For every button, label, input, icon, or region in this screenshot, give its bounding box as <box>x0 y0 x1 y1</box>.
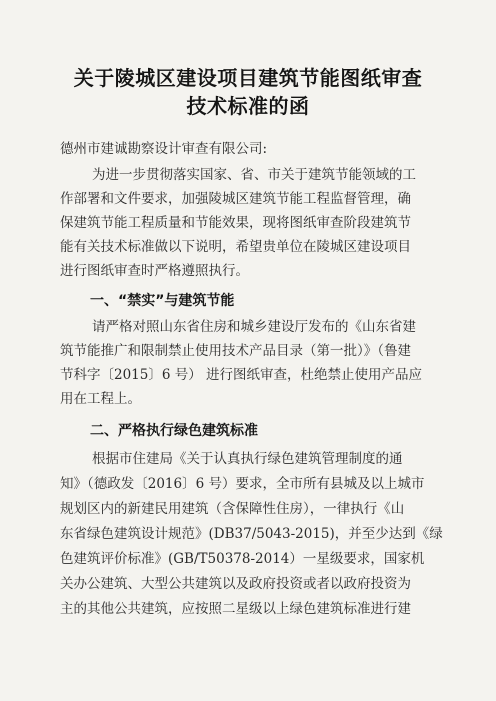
intro-line: 作部署和文件要求，加强陵城区建筑节能工程监督管理，确 <box>60 191 411 207</box>
section-2-line: 规划区内的新建民用建筑（含保障性住房），一律执行《山 <box>60 501 405 517</box>
section-1-line: 筑节能推广和限制禁止使用技术产品目录（第一批）》（鲁建 <box>60 343 411 359</box>
section-1-line: 用在工程上。 <box>60 391 141 407</box>
addressee: 德州市建诚勘察设计审查有限公司: <box>60 141 268 157</box>
section-2-heading: 二、严格执行绿色建筑标准 <box>90 423 258 439</box>
section-2-line: 根据市住建局《关于认真执行绿色建筑管理制度的通 <box>92 451 403 467</box>
intro-line: 为进一步贯彻落实国家、省、市关于建筑节能领域的工 <box>92 167 416 183</box>
document-title-line-2: 技术标准的函 <box>186 94 310 118</box>
intro-line: 保建筑节能工程质量和节能效果，现将图纸审查阶段建筑节 <box>60 215 411 231</box>
section-2-line: 知》（德政发〔2016〕6 号）要求，全市所有县城及以上城市 <box>60 476 425 492</box>
section-1-line: 节科字〔2015〕6 号） 进行图纸审查，杜绝禁止使用产品应 <box>60 367 423 383</box>
section-2-line: 主的其他公共建筑，应按照二星级以上绿色建筑标准进行建 <box>60 601 411 617</box>
section-1-heading: 一、“禁实”与建筑节能 <box>90 293 235 309</box>
section-2-line: 色建筑评价标准》(GB/T50378-2014）一星级要求，国家机 <box>60 551 425 567</box>
section-1-line: 请严格对照山东省住房和城乡建设厅发布的《山东省建 <box>92 319 416 335</box>
section-2-line: 东省绿色建筑设计规范》(DB37/5043-2015)，并至少达到《绿 <box>60 526 443 542</box>
intro-line: 能有关技术标准做以下说明，希望贵单位在陵城区建设项目 <box>60 239 411 255</box>
document-title-line-1: 关于陵城区建设项目建筑节能图纸审查 <box>73 66 423 90</box>
intro-line: 进行图纸审查时严格遵照执行。 <box>60 263 249 279</box>
section-2-line: 关办公建筑、大型公共建筑以及政府投资或者以政府投资为 <box>60 576 411 592</box>
